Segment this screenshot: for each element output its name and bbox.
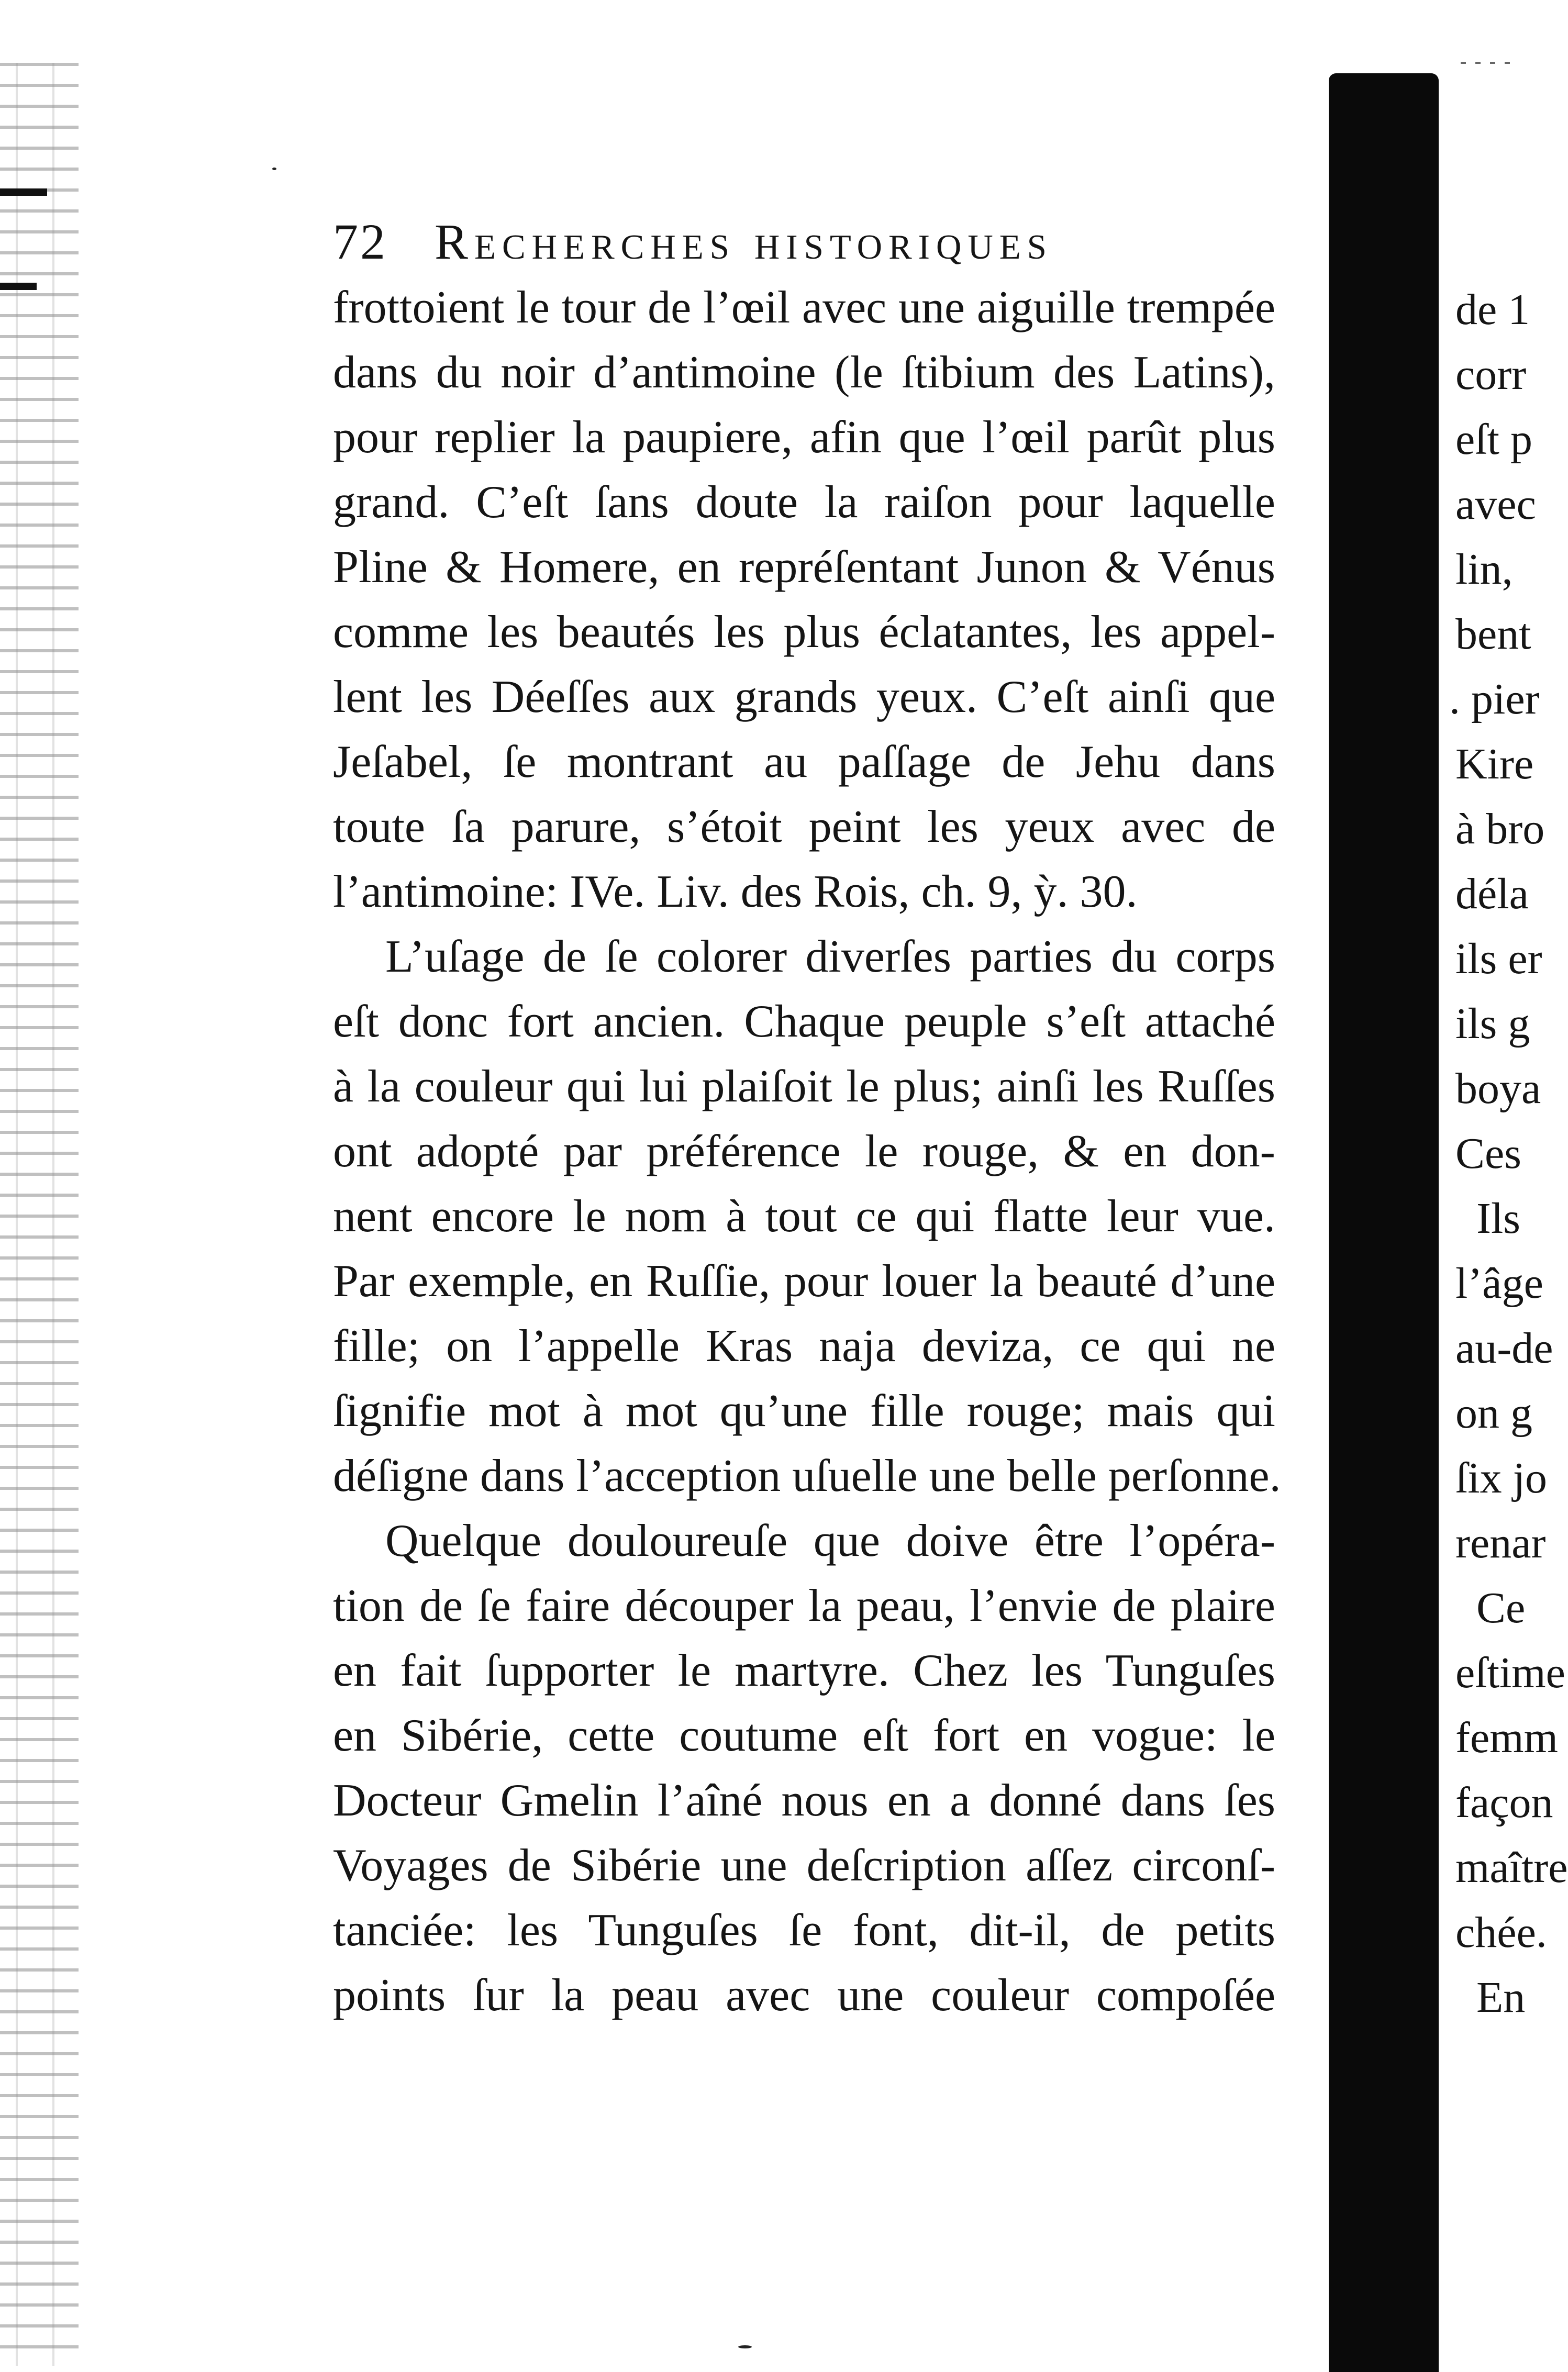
facing-line: Kire <box>1455 740 1534 788</box>
text-line: ſignifie mot à mot qu’une fille rouge; mais qui <box>333 1386 1275 1436</box>
spine-mark <box>0 283 37 290</box>
text-line: fille; on l’appelle Kras naja deviza, ce qui ne <box>333 1321 1275 1372</box>
body-text <box>333 275 1281 2028</box>
paragraph-start-line: L’uſage de ſe colorer diverſes parties du corps <box>385 931 1275 982</box>
text-line: Par exemple, en Ruſſie, pour louer la beauté d’une <box>333 1256 1275 1307</box>
facing-line: avec <box>1455 480 1536 529</box>
text-line: tion de ſe faire découper la peau, l’envie de plaire <box>333 1580 1275 1631</box>
facing-line: déla <box>1455 870 1529 918</box>
facing-line: eſtime <box>1455 1649 1565 1697</box>
text-line: eſt donc fort ancien. Chaque peuple s’eſt attaché <box>333 996 1275 1047</box>
text-line: en fait ſupporter le martyre. Chez les Tunguſes <box>333 1645 1275 1696</box>
facing-line: Ils <box>1476 1194 1520 1243</box>
text-line: grand. C’eſt ſans doute la raiſon pour laquelle <box>333 477 1275 528</box>
scanned-spine-edge <box>0 63 79 2366</box>
text-line: en Sibérie, cette coutume eſt fort en vogue: le <box>333 1710 1275 1761</box>
facing-line: renar <box>1455 1519 1546 1567</box>
ink-speck <box>738 2345 752 2348</box>
text-line: ont adopté par préférence le rouge, & en don- <box>333 1126 1275 1177</box>
facing-line: ils er <box>1455 934 1542 983</box>
facing-line: ils g <box>1455 999 1530 1048</box>
text-line: Voyages de Sibérie une deſcription aſſez circonſ- <box>333 1840 1275 1891</box>
text-line: dans du noir d’antimoine (le ſtibium des Latins), <box>333 347 1275 398</box>
facing-page-dots <box>1461 62 1513 64</box>
facing-line: . pier <box>1449 675 1540 723</box>
facing-line: En <box>1476 1973 1526 2022</box>
text-line: tanciée: les Tunguſes ſe font, dit-il, de petits <box>333 1905 1275 1956</box>
text-line: Docteur Gmelin l’aîné nous en a donné dans ſes <box>333 1775 1275 1826</box>
text-line: Pline & Homere, en repréſentant Junon & Vénus <box>333 542 1275 593</box>
facing-line: corr <box>1455 350 1527 399</box>
running-title: Recherches historiques <box>435 214 1053 270</box>
page-number: 72 <box>333 214 387 270</box>
text-line: Jeſabel, ſe montrant au paſſage de Jehu dans <box>333 737 1275 787</box>
paragraph-start-line: Quelque douloureuſe que doive être l’opéra- <box>385 1516 1275 1566</box>
facing-line: façon <box>1455 1778 1553 1827</box>
facing-line: ſix jo <box>1455 1454 1548 1502</box>
text-line: l’antimoine: IVe. Liv. des Rois, ch. 9, ỳ. 30. <box>333 866 1138 917</box>
facing-line: chée. <box>1455 1908 1547 1957</box>
facing-line: femm <box>1455 1713 1558 1762</box>
page-text-column <box>333 208 1281 2028</box>
facing-line: eſt p <box>1455 415 1532 464</box>
text-line: nent encore le nom à tout ce qui flatte leur vue. <box>333 1191 1275 1242</box>
running-header <box>333 208 1275 275</box>
facing-line: de 1 <box>1455 285 1530 334</box>
text-line: toute ſa parure, s’étoit peint les yeux avec de <box>333 801 1275 852</box>
text-line: à la couleur qui lui plaiſoit le plus; ainſi les Ruſſes <box>333 1061 1275 1112</box>
page-fold-shadow <box>1329 73 1439 2372</box>
facing-line: l’âge <box>1455 1259 1543 1308</box>
text-line: lent les Déeſſes aux grands yeux. C’eſt ainſi que <box>333 672 1275 722</box>
ink-speck <box>272 168 276 170</box>
facing-line: Ce <box>1476 1584 1526 1632</box>
facing-line: lin, <box>1455 545 1513 594</box>
facing-line: au-de <box>1455 1324 1553 1373</box>
text-line: comme les beautés les plus éclatantes, les appel- <box>333 607 1275 658</box>
facing-line: boya <box>1455 1064 1541 1113</box>
facing-line: bent <box>1455 610 1531 659</box>
spine-mark <box>0 188 47 196</box>
facing-line: Ces <box>1455 1129 1521 1178</box>
text-line: frottoient le tour de l’œil avec une aiguille trempée <box>333 282 1275 333</box>
text-line: points ſur la peau avec une couleur compoſée <box>333 1970 1275 2021</box>
text-line: pour replier la paupiere, afin que l’œil parût plus <box>333 412 1275 463</box>
facing-line: on g <box>1455 1389 1532 1438</box>
facing-page-edge <box>1449 277 1568 2030</box>
facing-line: maître <box>1455 1843 1568 1892</box>
facing-line: à bro <box>1455 805 1545 853</box>
text-line: déſigne dans l’acception uſuelle une belle perſonne. <box>333 1451 1281 1501</box>
